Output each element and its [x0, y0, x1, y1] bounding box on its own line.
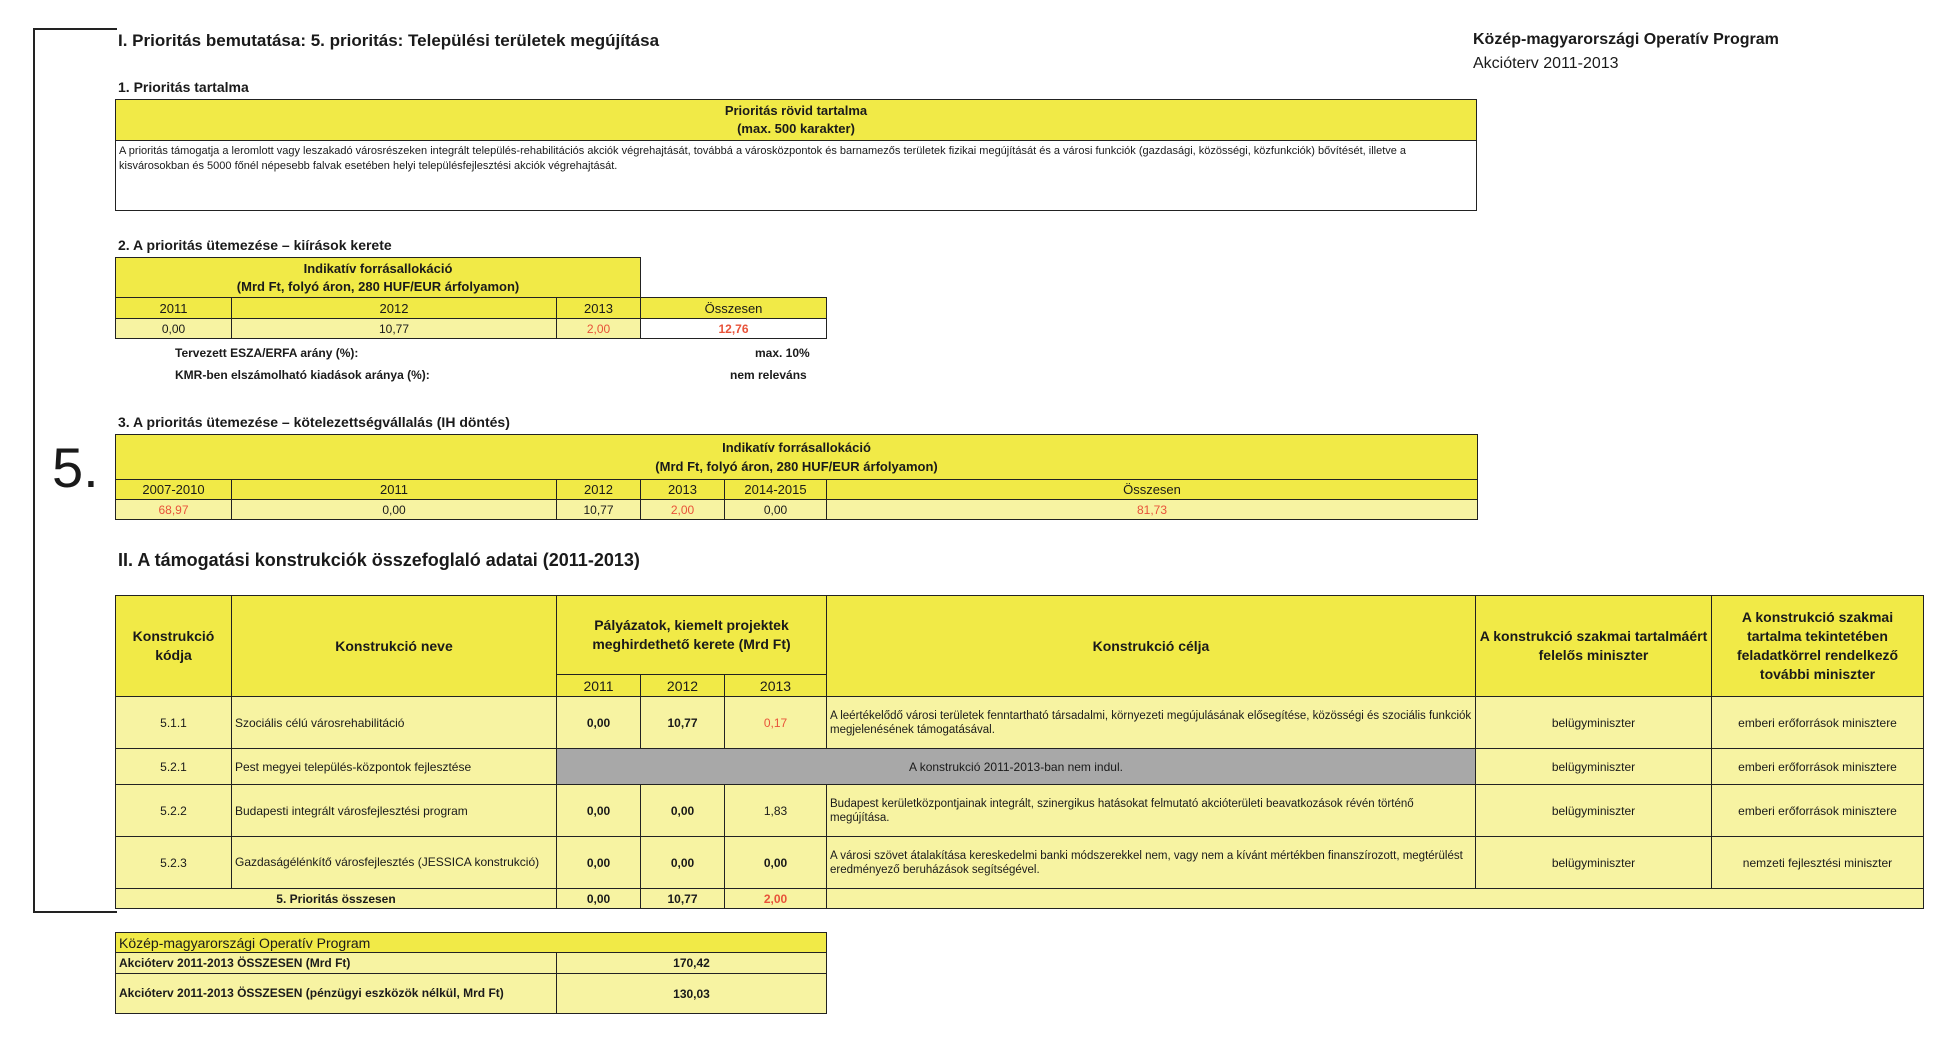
commitment-header-line1: Indikatív forrásallokáció	[722, 440, 871, 455]
priority-content-table	[115, 99, 1477, 211]
page-title: I. Prioritás bemutatása: 5. prioritás: Települési területek megújítása	[118, 31, 660, 50]
row-2012: 10,77	[641, 697, 725, 749]
row-name: Gazdaságélénkítő városfejlesztés (JESSICA konstrukció)	[232, 837, 557, 889]
col-2013: 2013	[641, 480, 725, 500]
priority-content-header	[116, 100, 1477, 141]
priority-content-limit: (max. 500 karakter)	[737, 121, 855, 136]
table-total-row	[116, 889, 1924, 909]
row-2012: 0,00	[641, 837, 725, 889]
priority-content-title: Prioritás rövid tartalma	[724, 103, 868, 118]
summary-total-label: Akcióterv 2011-2013 ÖSSZESEN (Mrd Ft)	[116, 953, 557, 974]
row-code: 5.1.1	[116, 697, 232, 749]
row-2011: 0,00	[557, 837, 641, 889]
commitment-header	[116, 435, 1478, 480]
program-name: Közép-magyarországi Operatív Program	[1473, 31, 1779, 48]
call-schedule-table	[115, 257, 827, 339]
col-2012: 2012	[557, 480, 641, 500]
summary-total-no-fin-value: 130,03	[557, 974, 827, 1014]
value-total: 12,76	[641, 319, 827, 339]
row-2012: 0,00	[641, 785, 725, 837]
program-summary-table	[115, 932, 827, 1014]
row-minister: belügyminiszter	[1476, 837, 1712, 889]
value-2012: 10,77	[557, 500, 641, 520]
value-2014-2015: 0,00	[725, 500, 827, 520]
row-code: 5.2.2	[116, 785, 232, 837]
kmr-value: nem releváns	[730, 368, 807, 382]
commitment-schedule-table	[115, 434, 1478, 520]
call-schedule-header-line2: (Mrd Ft, folyó áron, 280 HUF/EUR árfolyamon)	[236, 278, 520, 294]
row-goal: A leértékelődő városi területek fenntartható társadalmi, környezeti megújulásának elősegítése, közösségi és szociális funkciók megjelenésének támogatásával.	[827, 697, 1476, 749]
row-minister: belügyminiszter	[1476, 697, 1712, 749]
row-2013: 0,00	[725, 837, 827, 889]
row-minister: belügyminiszter	[1476, 785, 1712, 837]
row-goal: Budapest kerületközpontjainak integrált, szinergikus hatásokat felmutató akcióterületi beavatkozások révén történő megújítása.	[827, 785, 1476, 837]
table-row	[116, 785, 1924, 837]
value-2011: 0,00	[116, 319, 232, 339]
header-other-minister: A konstrukció szakmai tartalma tekintetében feladatkörrel rendelkező további miniszter	[1712, 596, 1924, 697]
row-other-minister: emberi erőforrások minisztere	[1712, 697, 1924, 749]
section-ii-heading: II. A támogatási konstrukciók összefoglaló adatai (2011-2013)	[118, 550, 640, 570]
total-2012: 10,77	[641, 889, 725, 909]
header-year-2011: 2011	[557, 675, 641, 697]
col-2012: 2012	[232, 298, 557, 319]
row-2013: 1,83	[725, 785, 827, 837]
table-row	[116, 837, 1924, 889]
commitment-header-line2: (Mrd Ft, folyó áron, 280 HUF/EUR árfolyamon)	[655, 459, 938, 474]
row-minister: belügyminiszter	[1476, 749, 1712, 785]
priority-number: 5.	[52, 436, 99, 499]
total-filler	[827, 889, 1924, 909]
header-code: Konstrukció kódja	[116, 596, 232, 697]
total-2011: 0,00	[557, 889, 641, 909]
summary-title: Közép-magyarországi Operatív Program	[116, 933, 827, 953]
row-goal: A városi szövet átalakítása kereskedelmi banki módszerekkel nem, vagy nem a kívánt mértékben finanszírozott, megtérülést eredményező beruházások segítségével.	[827, 837, 1476, 889]
header-minister: A konstrukció szakmai tartalmáért felelős miniszter	[1476, 596, 1712, 697]
constructions-table	[115, 595, 1924, 909]
col-2013: 2013	[557, 298, 641, 319]
value-2013: 2,00	[641, 500, 725, 520]
row-other-minister: nemzeti fejlesztési miniszter	[1712, 837, 1924, 889]
total-label: 5. Prioritás összesen	[116, 889, 557, 909]
call-schedule-header-line1: Indikatív forrásallokáció	[303, 260, 453, 276]
row-2011: 0,00	[557, 697, 641, 749]
value-2012: 10,77	[232, 319, 557, 339]
section-2-heading: 2. A prioritás ütemezése – kiírások kerete	[118, 237, 392, 253]
row-not-launched-note: A konstrukció 2011-2013-ban nem indul.	[557, 749, 1476, 785]
header-year-2013: 2013	[725, 675, 827, 697]
total-2013: 2,00	[725, 889, 827, 909]
table-row	[116, 697, 1924, 749]
col-2011: 2011	[116, 298, 232, 319]
col-total: Összesen	[827, 480, 1478, 500]
row-2013: 0,17	[725, 697, 827, 749]
value-total: 81,73	[827, 500, 1478, 520]
kmr-label: KMR-ben elszámolható kiadások aránya (%):	[175, 368, 430, 382]
esza-erfa-label: Tervezett ESZA/ERFA arány (%):	[175, 346, 359, 360]
row-name: Szociális célú városrehabilitáció	[232, 697, 557, 749]
header-frame: Pályázatok, kiemelt projektek meghirdethető kerete (Mrd Ft)	[557, 596, 827, 675]
row-code: 5.2.3	[116, 837, 232, 889]
table-row	[116, 749, 1924, 785]
esza-erfa-value: max. 10%	[755, 346, 810, 360]
col-2014-2015: 2014-2015	[725, 480, 827, 500]
row-other-minister: emberi erőforrások minisztere	[1712, 749, 1924, 785]
header-goal: Konstrukció célja	[827, 596, 1476, 697]
section-1-heading: 1. Prioritás tartalma	[118, 79, 249, 95]
col-total: Összesen	[641, 298, 827, 319]
call-schedule-header	[116, 258, 641, 298]
row-2011: 0,00	[557, 785, 641, 837]
row-code: 5.2.1	[116, 749, 232, 785]
value-2007-2010: 68,97	[116, 500, 232, 520]
value-2011: 0,00	[232, 500, 557, 520]
row-name: Budapesti integrált városfejlesztési program	[232, 785, 557, 837]
header-year-2012: 2012	[641, 675, 725, 697]
section-3-heading: 3. A prioritás ütemezése – kötelezettségvállalás (IH döntés)	[118, 414, 510, 430]
summary-total-no-fin-label: Akcióterv 2011-2013 ÖSSZESEN (pénzügyi eszközök nélkül, Mrd Ft)	[116, 974, 557, 1014]
col-2007-2010: 2007-2010	[116, 480, 232, 500]
row-name: Pest megyei település-központok fejlesztése	[232, 749, 557, 785]
row-other-minister: emberi erőforrások minisztere	[1712, 785, 1924, 837]
priority-content-text: A prioritás támogatja a leromlott vagy leszakadó városrészeken integrált település-rehabilitációs akciók végrehajtását, továbbá a városközpontok és barnamezős területek fizikai megújítását és a városi funkciók (gazdasági, közösségi, közfunkciók) bővítését, illetve a kisvárosokban és 5000 főnél népesebb falvak esetében helyi településfejlesztési akciók végrehajtását.	[116, 141, 1477, 211]
program-subtitle: Akcióterv 2011-2013	[1473, 55, 1619, 72]
header-name: Konstrukció neve	[232, 596, 557, 697]
col-2011: 2011	[232, 480, 557, 500]
summary-total-value: 170,42	[557, 953, 827, 974]
value-2013: 2,00	[557, 319, 641, 339]
